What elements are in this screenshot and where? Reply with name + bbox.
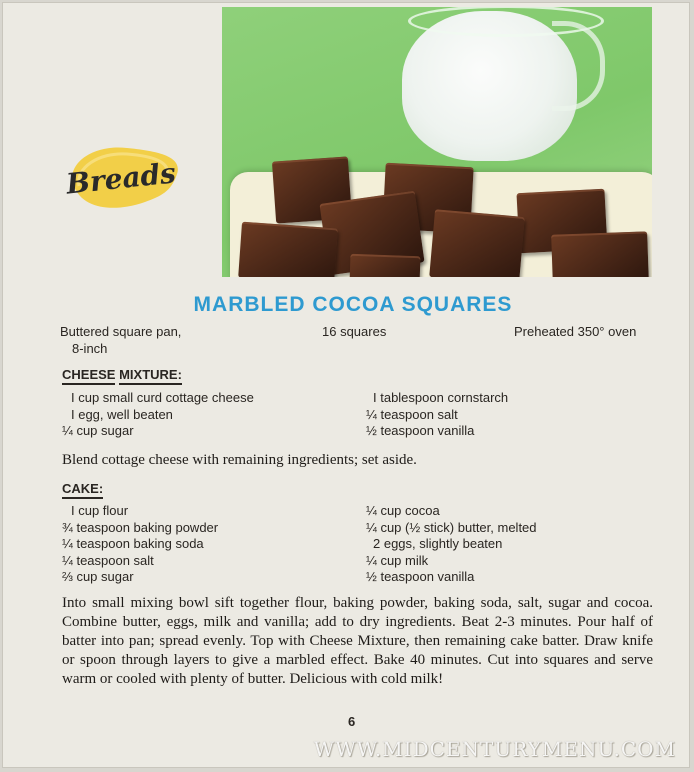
ingredient: ¼ cup (½ stick) butter, melted — [366, 519, 537, 535]
ingredient: ⅔ cup sugar — [62, 569, 134, 584]
cheese-mixture-heading — [62, 367, 182, 382]
brownie-square — [551, 231, 649, 277]
ingredient: 2 eggs, slightly beaten — [373, 536, 503, 551]
recipe-title: MARBLED COCOA SQUARES — [193, 293, 513, 316]
ingredient: I egg, well beaten — [71, 406, 173, 422]
site-watermark: WWW.MIDCENTURYMENU.COM — [313, 737, 676, 761]
cake-ingredients-right — [366, 503, 537, 586]
cheese-ingredients-right — [366, 390, 509, 440]
heading-word-cake: CAKE: — [62, 481, 103, 499]
badge-label: Breads — [64, 156, 178, 201]
heading-word-cheese: CHEESE — [62, 367, 115, 385]
yield-info: 16 squares — [322, 324, 387, 339]
ingredient: ½ teaspoon vanilla — [366, 423, 475, 438]
oven-info: Preheated 350° oven — [514, 324, 637, 339]
page-number: 6 — [348, 714, 356, 729]
ingredient: ¼ cup milk — [366, 552, 429, 568]
ingredient: I tablespoon cornstarch — [373, 390, 509, 405]
pan-line-1: Buttered square pan, — [60, 324, 182, 339]
cake-ingredients-left — [62, 503, 219, 586]
ingredient: ¼ teaspoon baking soda — [62, 536, 204, 551]
ingredient: ¼ cup cocoa — [366, 503, 440, 518]
ingredient: ¼ cup sugar — [62, 423, 134, 438]
cookbook-page — [2, 2, 690, 768]
ingredient: ¼ teaspoon salt — [366, 406, 458, 422]
ingredient: ½ teaspoon vanilla — [366, 569, 475, 584]
brownie-square — [429, 209, 525, 277]
cheese-instructions: Blend cottage cheese with remaining ingredients; set aside. — [62, 452, 417, 468]
ingredient: I cup flour — [71, 503, 129, 518]
cake-instructions: Into small mixing bowl sift together flour, baking powder, baking soda, salt, sugar and cocoa. Combine butter, eggs, milk and vanilla; add to dry ingredients. Beat 2-3 minutes. Pour half of batter into pan; spread evenly. Top with Cheese Mixture, then remaining cake batter. Draw knife or spoon through layers to give a marbled effect. Bake 40 minutes. Cut into squares and serve warm or cooled with plenty of butter. Delicious with cold milk! — [62, 595, 653, 687]
pan-line-2: 8-inch — [72, 341, 108, 356]
heading-word-mixture: MIXTURE: — [119, 367, 182, 385]
pan-info — [60, 323, 181, 357]
cake-heading — [62, 481, 103, 496]
ingredient: ¼ teaspoon salt — [62, 552, 154, 568]
ingredient: ¾ teaspoon baking powder — [62, 519, 219, 535]
section-badge — [65, 140, 183, 216]
brownie-square — [349, 254, 420, 277]
brownie-square — [238, 222, 338, 277]
pitcher-handle — [552, 21, 605, 111]
cheese-ingredients-left — [62, 390, 254, 440]
ingredient: I cup small curd cottage cheese — [71, 390, 254, 405]
recipe-photo — [222, 7, 652, 277]
